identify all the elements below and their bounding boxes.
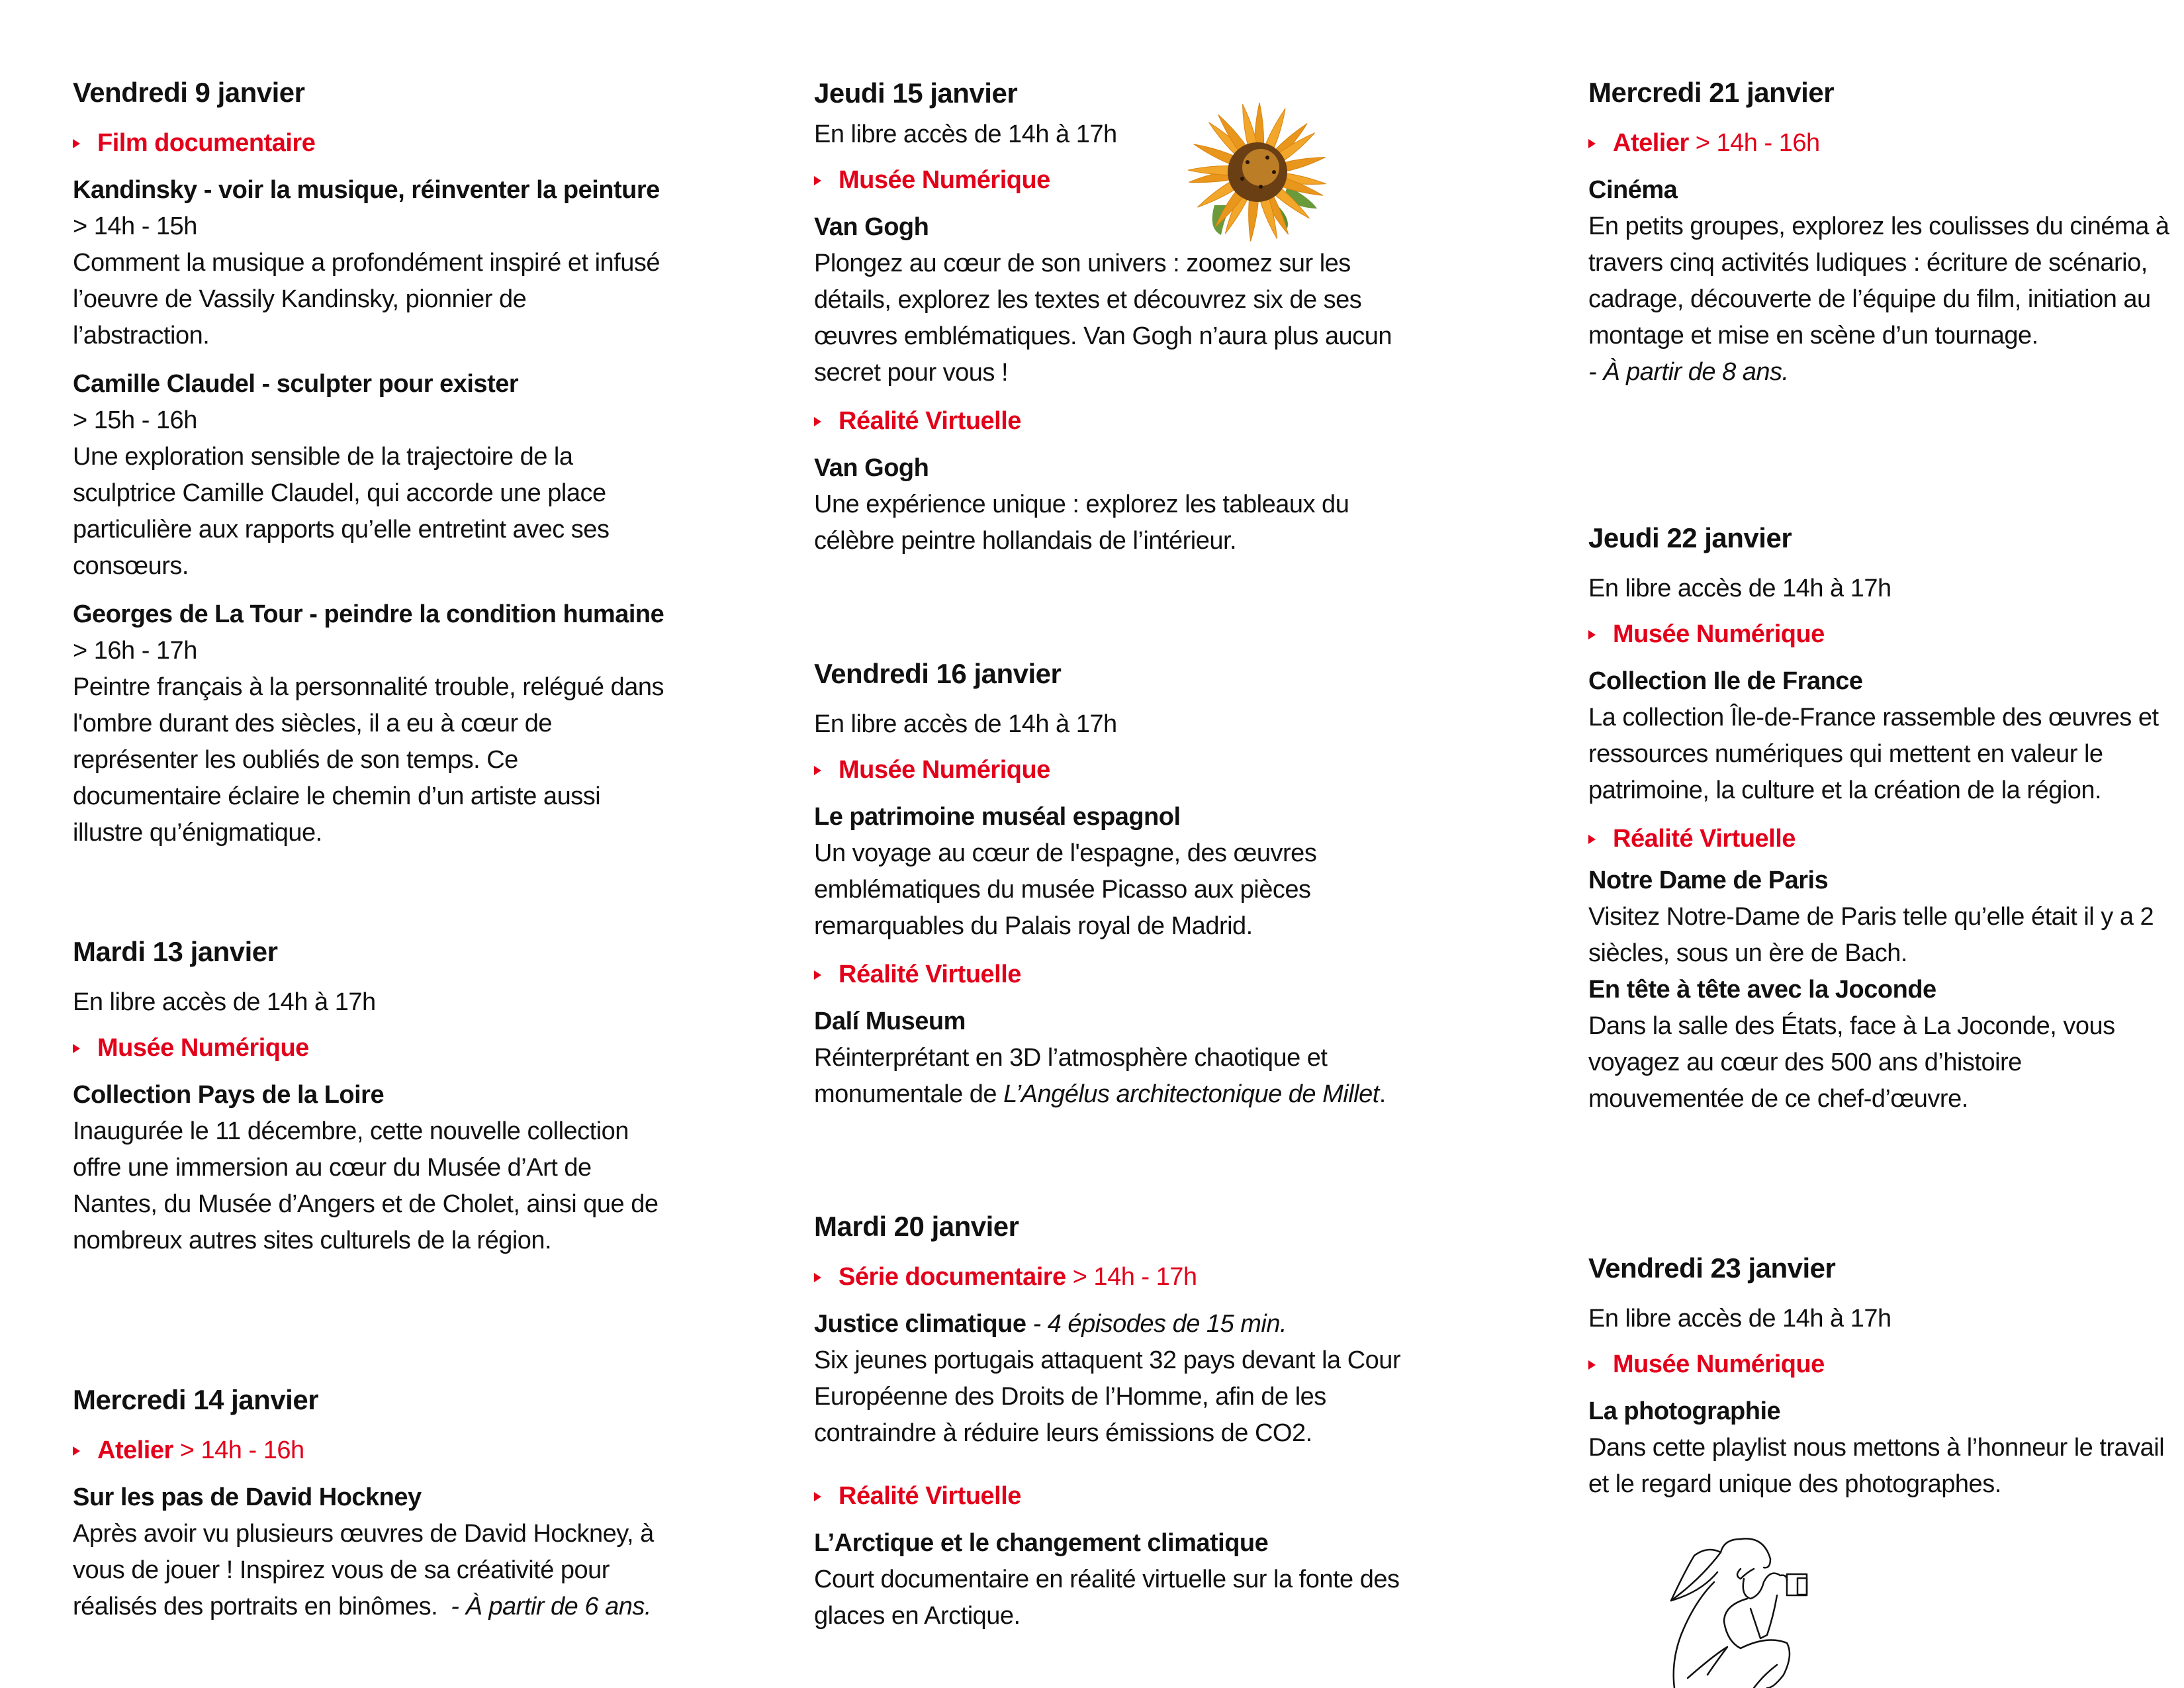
event-title (73, 596, 668, 669)
category-time: > 14h - 17h (1072, 1263, 1197, 1291)
event-title: La photographie (1588, 1397, 1781, 1425)
event-description: Dans la salle des États, face à La Joconde, vous voyagez au cœur des 500 ans d’histoire mouvementée de ce chef-d’œuvre. (1588, 1012, 2115, 1113)
day-block-14-janvier (73, 1382, 668, 1637)
event-description: En petits groupes, explorez les coulisses du cinéma à travers cinq activités ludiques : écriture de scénario, cadrage, découverte de l’équipe du film, initiation au montage et mise en scène d’un tournage. (1588, 212, 2169, 350)
age-note: - À partir de 6 ans. (451, 1593, 651, 1620)
event-title-text: Justice climatique (814, 1310, 1026, 1338)
event-title: Collection Pays de la Loire (73, 1081, 385, 1109)
event-title-text: Kandinsky - voir la musique, réinventer la peinture (73, 176, 660, 204)
day-title: Jeudi 22 janvier (1588, 522, 1792, 553)
triangle-bullet-icon (73, 1044, 80, 1053)
category-heading (814, 1478, 1410, 1515)
category-label: Réalité Virtuelle (1613, 825, 1796, 853)
event-title: L’Arctique et le changement climatique (814, 1529, 1269, 1557)
photographer-line-drawing (1641, 1523, 1853, 1688)
category-label: Réalité Virtuelle (839, 1482, 1021, 1510)
triangle-bullet-icon (1588, 139, 1596, 148)
day-block-16-janvier (814, 655, 1410, 1125)
event-time: > 14h - 15h (73, 212, 197, 240)
event-title: Dalí Museum (814, 1008, 966, 1035)
access-hours: En libre accès de 14h à 17h (73, 988, 376, 1016)
access-hours: En libre accès de 14h à 17h (1588, 575, 1891, 602)
punctuation: . (1379, 1080, 1386, 1108)
event-description: Une exploration sensible de la trajectoire de la sculptrice Camille Claudel, qui accorde une place particulière aux rapports qu’elle entretint avec ses consœurs. (73, 443, 610, 580)
day-title: Jeudi 15 janvier (814, 77, 1018, 109)
artwork-title: L’Angélus architectonique de Millet (1003, 1080, 1379, 1108)
event-time: > 15h - 16h (73, 406, 197, 434)
event-description: Comment la musique a profondément inspiré et infusé l’oeuvre de Vassily Kandinsky, pionnier de l’abstraction. (73, 249, 660, 350)
age-note (1588, 354, 2184, 391)
sunflower-illustration (1168, 73, 1347, 252)
event-description: Peintre français à la personnalité trouble, relégué dans l'ombre durant des siècles, il a eu à cœur de représenter les oubliés de son temps. Ce documentaire éclaire le chemin d’un artiste aussi illustre qu’énigmatique. (73, 673, 664, 847)
event-description: Un voyage au cœur de l'espagne, des œuvres emblématiques du musée Picasso aux pièces remarquables du Palais royal de Madrid. (814, 839, 1317, 940)
category-label: Musée Numérique (839, 166, 1050, 194)
event-title: En tête à tête avec la Joconde (1588, 976, 1936, 1004)
event-title-text: Georges de La Tour - peindre la condition humaine (73, 600, 664, 628)
event-description: Une expérience unique : explorez les tableaux du célèbre peintre hollandais de l’intérieur. (814, 491, 1349, 555)
event-description: Inaugurée le 11 décembre, cette nouvelle collection offre une immersion au cœur du Musée d’Art de Nantes, du Musée d’Angers et de Cholet, ainsi que de nombreux autres sites culturels de la région. (73, 1117, 659, 1254)
category-heading (1588, 125, 2184, 162)
category-label: Réalité Virtuelle (839, 407, 1021, 435)
category-heading (73, 125, 668, 162)
day-title: Mercredi 14 janvier (73, 1384, 319, 1415)
day-title: Vendredi 9 janvier (73, 77, 305, 108)
day-block-21-janvier (1588, 74, 2184, 402)
triangle-bullet-icon (814, 1492, 821, 1501)
event-description-text: Réinterprétant en 3D l’atmosphère chaotique et monumentale de (814, 1044, 1328, 1108)
triangle-bullet-icon (73, 1446, 80, 1456)
triangle-bullet-icon (814, 176, 821, 185)
event-title: Collection Ile de France (1588, 667, 1863, 695)
day-block-9-janvier (73, 74, 668, 863)
event-description: Visitez Notre-Dame de Paris telle qu’elle était il y a 2 siècles, sous un ère de Bach. (1588, 903, 2154, 967)
category-heading (1588, 821, 2184, 857)
triangle-bullet-icon (1588, 1360, 1596, 1370)
category-heading (73, 1030, 668, 1066)
event-title: Van Gogh (814, 454, 929, 482)
event-description: Six jeunes portugais attaquent 32 pays devant la Cour Européenne des Droits de l’Homme, afin de les contraindre à réduire leurs émissions de CO2. (814, 1346, 1401, 1447)
category-heading (814, 403, 1410, 440)
triangle-bullet-icon (73, 139, 80, 148)
event-description (73, 1516, 668, 1625)
event-title-text: Camille Claudel - sculpter pour exister (73, 370, 519, 398)
event-description: La collection Île-de-France rassemble des œuvres et ressources numériques qui mettent en valeur le patrimoine, la culture et la création de la région. (1588, 704, 2159, 804)
day-block-13-janvier (73, 933, 668, 1271)
event-title: Sur les pas de David Hockney (73, 1483, 422, 1511)
event-title: Cinéma (1588, 176, 1678, 204)
category-heading (814, 1259, 1410, 1295)
event-title: Le patrimoine muséal espagnol (814, 803, 1181, 831)
category-heading (1588, 616, 2184, 653)
event-title (73, 172, 668, 245)
event-title (814, 1306, 1410, 1342)
category-label: Série documentaire (839, 1263, 1066, 1291)
day-block-22-janvier (1588, 520, 2184, 1129)
triangle-bullet-icon (814, 417, 821, 426)
category-heading (1588, 1346, 2184, 1383)
access-hours: En libre accès de 14h à 17h (814, 710, 1117, 738)
category-label: Musée Numérique (839, 756, 1050, 784)
age-note-text: - À partir de 8 ans. (1588, 358, 1789, 386)
event-description (814, 1040, 1410, 1113)
triangle-bullet-icon (814, 970, 821, 980)
day-block-20-janvier (814, 1208, 1410, 1646)
category-label: Réalité Virtuelle (839, 961, 1021, 988)
event-title: Van Gogh (814, 213, 929, 241)
category-heading (814, 752, 1410, 788)
event-time: > 16h - 17h (73, 637, 197, 665)
triangle-bullet-icon (1588, 630, 1596, 639)
category-heading (814, 957, 1410, 993)
category-time: > 14h - 16h (1695, 129, 1820, 157)
triangle-bullet-icon (814, 766, 821, 775)
triangle-bullet-icon (814, 1273, 821, 1282)
event-description: Plongez au cœur de son univers : zoomez sur les détails, explorez les textes et découvrez six de ses œuvres emblématiques. Van Gogh n’aura plus aucun secret pour vous ! (814, 250, 1392, 387)
event-description: Dans cette playlist nous mettons à l’honneur le travail et le regard unique des photographes. (1588, 1434, 2165, 1498)
category-label: Film documentaire (97, 129, 316, 157)
category-heading (73, 1432, 668, 1469)
event-subtitle: - 4 épisodes de 15 min. (1032, 1310, 1287, 1338)
day-title: Vendredi 23 janvier (1588, 1252, 1836, 1284)
category-label: Musée Numérique (1613, 620, 1825, 648)
category-label: Atelier (1613, 129, 1689, 157)
triangle-bullet-icon (1588, 835, 1596, 844)
category-label: Musée Numérique (1613, 1350, 1825, 1378)
access-hours: En libre accès de 14h à 17h (814, 120, 1117, 148)
event-title: Notre Dame de Paris (1588, 867, 1829, 894)
access-hours: En libre accès de 14h à 17h (1588, 1305, 1891, 1333)
day-title: Vendredi 16 janvier (814, 658, 1062, 689)
category-label: Atelier (97, 1436, 173, 1464)
day-title: Mardi 20 janvier (814, 1211, 1019, 1242)
event-description: Court documentaire en réalité virtuelle sur la fonte des glaces en Arctique. (814, 1566, 1400, 1630)
day-block-23-janvier (1588, 1250, 2184, 1515)
day-title: Mercredi 21 janvier (1588, 77, 1835, 108)
category-time: > 14h - 16h (179, 1436, 304, 1464)
category-label: Musée Numérique (97, 1034, 309, 1062)
day-title: Mardi 13 janvier (73, 936, 278, 967)
event-description-text: Après avoir vu plusieurs œuvres de David Hockney, à vous de jouer ! Inspirez vous de sa créativité pour réalisés des portraits en binômes. (73, 1520, 654, 1620)
event-title (73, 366, 668, 439)
